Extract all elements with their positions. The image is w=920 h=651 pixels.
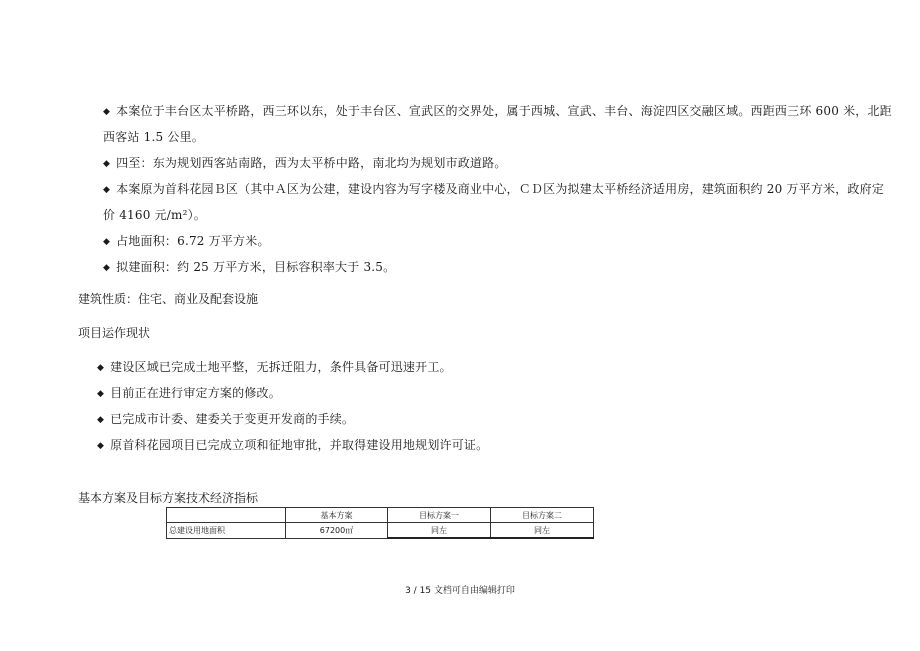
status-bullet-4 [97, 437, 488, 454]
building-nature: 建筑性质：住宅、商业及配套设施 [78, 292, 259, 306]
location-bullet-3 [103, 181, 884, 198]
indicator-table [166, 507, 594, 539]
status-bullet-3 [97, 411, 354, 428]
location-text-4: 占地面积：6.72 万平方米。 [116, 234, 270, 248]
table-cell: 总建设用地面积 [167, 523, 286, 539]
location-bullet-1 [103, 103, 892, 120]
diamond-bullet-icon: ◆ [103, 263, 111, 273]
table-header-cell: 目标方案二 [491, 508, 594, 523]
location-text-3-line2: 价 4160 元/m²）。 [103, 208, 207, 222]
table-header-row [167, 508, 594, 523]
status-text-3: 已完成市计委、建委关于变更开发商的手续。 [110, 412, 355, 426]
table-cell: 同左 [388, 523, 491, 539]
location-bullet-1-continuation [103, 129, 204, 145]
table-header-cell: 目标方案一 [388, 508, 491, 523]
location-bullet-2 [103, 155, 507, 172]
location-text-3-line1: 本案原为首科花园Ｂ区（其中Ａ区为公建，建设内容为写字楼及商业中心，ＣＤ区为拟建太平桥经济适用房，建筑面积约 20 万平方米，政府定 [116, 182, 885, 196]
table-row [167, 523, 594, 539]
location-text-1-line2: 西客站 1.5 公里。 [103, 130, 204, 144]
diamond-bullet-icon: ◆ [103, 185, 111, 195]
page-footer: 3 / 15 文档可自由编辑打印 [405, 586, 515, 596]
table-cell: 同左 [491, 523, 594, 539]
table-header-cell: 基本方案 [286, 508, 388, 523]
diamond-bullet-icon: ◆ [103, 159, 111, 169]
table-header-cell [167, 508, 286, 523]
status-text-4: 原首科花园项目已完成立项和征地审批，并取得建设用地规划许可证。 [110, 438, 489, 452]
status-text-2: 目前正在进行审定方案的修改。 [110, 386, 281, 400]
status-heading: 项目运作现状 [78, 326, 151, 340]
location-text-1-line1: 本案位于丰台区太平桥路，西三环以东，处于丰台区、宣武区的交界处，属于西城、宣武、丰台、海淀四区交融区域。西距西三环 600 米，北距 [116, 104, 892, 118]
status-bullet-2 [97, 385, 281, 402]
diamond-bullet-icon: ◆ [97, 415, 105, 425]
diamond-bullet-icon: ◆ [97, 389, 105, 399]
table-cell: 67200㎡ [286, 523, 388, 539]
table-title: 基本方案及目标方案技术经济指标 [78, 491, 259, 505]
diamond-bullet-icon: ◆ [103, 237, 111, 247]
location-bullet-5 [103, 259, 395, 276]
diamond-bullet-icon: ◆ [97, 441, 105, 451]
location-text-2: 四至：东为规划西客站南路，西为太平桥中路，南北均为规划市政道路。 [116, 156, 507, 170]
location-bullet-3-continuation [103, 207, 206, 223]
status-text-1: 建设区域已完成土地平整，无拆迁阻力，条件具备可迅速开工。 [110, 360, 452, 374]
diamond-bullet-icon: ◆ [97, 363, 105, 373]
status-bullet-1 [97, 359, 452, 376]
diamond-bullet-icon: ◆ [103, 107, 111, 117]
location-bullet-4 [103, 233, 270, 250]
location-text-5: 拟建面积：约 25 万平方米，目标容积率大于 3.5。 [116, 260, 396, 274]
